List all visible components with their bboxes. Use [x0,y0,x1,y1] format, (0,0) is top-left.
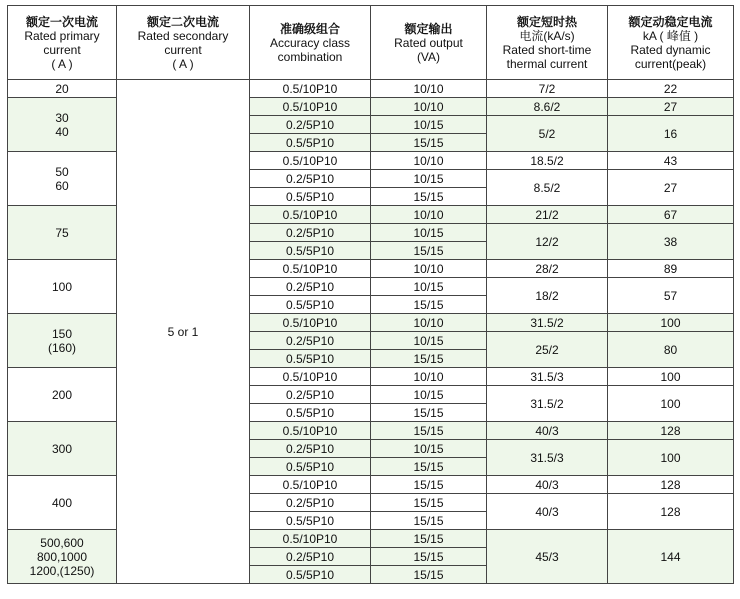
primary-current-cell: 200 [8,368,117,422]
rated-output-cell: 15/15 [371,530,487,548]
dynamic-current-cell: 57 [608,278,734,314]
table-body [8,80,734,584]
dynamic-current-cell: 27 [608,170,734,206]
thermal-current-cell: 18.5/2 [487,152,608,170]
table-row [8,152,734,170]
rated-output-cell: 10/10 [371,98,487,116]
accuracy-class-cell: 0.2/5P10 [250,116,371,134]
rated-output-cell: 15/15 [371,458,487,476]
header-primary-current: 额定一次电流 Rated primary current ( A ) [8,6,117,80]
accuracy-class-cell: 0.5/5P10 [250,404,371,422]
table-row [8,80,734,98]
rated-output-cell: 15/15 [371,548,487,566]
primary-current-cell: 30 40 [8,98,117,152]
rated-output-cell: 10/10 [371,314,487,332]
thermal-current-cell: 31.5/3 [487,368,608,386]
primary-current-cell: 50 60 [8,152,117,206]
header-rated-output: 额定输出 Rated output (VA) [371,6,487,80]
thermal-current-cell: 8.6/2 [487,98,608,116]
dynamic-current-cell: 89 [608,260,734,278]
rated-output-cell: 10/10 [371,206,487,224]
dynamic-current-cell: 100 [608,368,734,386]
accuracy-class-cell: 0.2/5P10 [250,494,371,512]
rated-output-cell: 10/15 [371,332,487,350]
thermal-current-cell: 31.5/2 [487,314,608,332]
primary-current-cell: 100 [8,260,117,314]
thermal-current-cell: 8.5/2 [487,170,608,206]
rated-output-cell: 10/10 [371,152,487,170]
accuracy-class-cell: 0.2/5P10 [250,170,371,188]
accuracy-class-cell: 0.5/10P10 [250,98,371,116]
thermal-current-cell: 40/3 [487,494,608,530]
accuracy-class-cell: 0.5/10P10 [250,368,371,386]
rated-output-cell: 10/10 [371,368,487,386]
accuracy-class-cell: 0.5/5P10 [250,188,371,206]
primary-current-cell: 150 (160) [8,314,117,368]
rated-output-cell: 15/15 [371,494,487,512]
dynamic-current-cell: 128 [608,422,734,440]
table-row [8,260,734,278]
dynamic-current-cell: 100 [608,386,734,422]
dynamic-current-cell: 80 [608,332,734,368]
accuracy-class-cell: 0.5/10P10 [250,152,371,170]
primary-current-cell: 400 [8,476,117,530]
thermal-current-cell: 21/2 [487,206,608,224]
header-dynamic-current: 额定动稳定电流 kA ( 峰值 ) Rated dynamic current(peak) [608,6,734,80]
rated-output-cell: 10/10 [371,260,487,278]
thermal-current-cell: 40/3 [487,476,608,494]
dynamic-current-cell: 22 [608,80,734,98]
rated-output-cell: 10/15 [371,440,487,458]
rated-output-cell: 15/15 [371,188,487,206]
dynamic-current-cell: 128 [608,494,734,530]
accuracy-class-cell: 0.2/5P10 [250,386,371,404]
accuracy-class-cell: 0.5/5P10 [250,512,371,530]
dynamic-current-cell: 128 [608,476,734,494]
accuracy-class-cell: 0.5/10P10 [250,260,371,278]
rated-output-cell: 15/15 [371,242,487,260]
rated-output-cell: 15/15 [371,476,487,494]
rated-output-cell: 10/15 [371,224,487,242]
accuracy-class-cell: 0.5/10P10 [250,206,371,224]
dynamic-current-cell: 100 [608,440,734,476]
header-row [8,6,734,80]
table-row [8,314,734,332]
thermal-current-cell: 31.5/3 [487,440,608,476]
accuracy-class-cell: 0.5/5P10 [250,134,371,152]
accuracy-class-cell: 0.5/10P10 [250,314,371,332]
dynamic-current-cell: 67 [608,206,734,224]
thermal-current-cell: 25/2 [487,332,608,368]
table-row [8,98,734,116]
rated-output-cell: 10/15 [371,386,487,404]
thermal-current-cell: 28/2 [487,260,608,278]
accuracy-class-cell: 0.5/10P10 [250,80,371,98]
rated-output-cell: 15/15 [371,350,487,368]
thermal-current-cell: 31.5/2 [487,386,608,422]
rated-output-cell: 15/15 [371,404,487,422]
accuracy-class-cell: 0.5/10P10 [250,530,371,548]
rated-output-cell: 15/15 [371,566,487,584]
table-row [8,530,734,548]
thermal-current-cell: 40/3 [487,422,608,440]
rating-table [7,5,734,584]
accuracy-class-cell: 0.5/10P10 [250,476,371,494]
rated-output-cell: 15/15 [371,296,487,314]
primary-current-cell: 300 [8,422,117,476]
rated-output-cell: 15/15 [371,134,487,152]
accuracy-class-cell: 0.5/5P10 [250,458,371,476]
dynamic-current-cell: 38 [608,224,734,260]
accuracy-class-cell: 0.2/5P10 [250,440,371,458]
primary-current-cell: 500,600 800,1000 1200,(1250) [8,530,117,584]
dynamic-current-cell: 27 [608,98,734,116]
accuracy-class-cell: 0.5/5P10 [250,242,371,260]
table-row [8,422,734,440]
dynamic-current-cell: 100 [608,314,734,332]
accuracy-class-cell: 0.2/5P10 [250,548,371,566]
thermal-current-cell: 5/2 [487,116,608,152]
dynamic-current-cell: 43 [608,152,734,170]
rated-output-cell: 10/15 [371,278,487,296]
thermal-current-cell: 45/3 [487,530,608,584]
dynamic-current-cell: 16 [608,116,734,152]
rated-output-cell: 10/15 [371,170,487,188]
table-row [8,206,734,224]
accuracy-class-cell: 0.2/5P10 [250,224,371,242]
accuracy-class-cell: 0.5/5P10 [250,296,371,314]
accuracy-class-cell: 0.5/5P10 [250,566,371,584]
primary-current-cell: 20 [8,80,117,98]
dynamic-current-cell: 144 [608,530,734,584]
rated-output-cell: 15/15 [371,422,487,440]
accuracy-class-cell: 0.2/5P10 [250,332,371,350]
table-row [8,476,734,494]
thermal-current-cell: 18/2 [487,278,608,314]
primary-current-cell: 75 [8,206,117,260]
header-thermal-current: 额定短时热 电流(kA/s) Rated short-time thermal current [487,6,608,80]
rated-output-cell: 10/10 [371,80,487,98]
accuracy-class-cell: 0.2/5P10 [250,278,371,296]
header-secondary-current: 额定二次电流 Rated secondary current ( A ) [117,6,250,80]
table-row [8,368,734,386]
thermal-current-cell: 7/2 [487,80,608,98]
accuracy-class-cell: 0.5/5P10 [250,350,371,368]
rated-output-cell: 10/15 [371,116,487,134]
rated-output-cell: 15/15 [371,512,487,530]
accuracy-class-cell: 0.5/10P10 [250,422,371,440]
thermal-current-cell: 12/2 [487,224,608,260]
header-accuracy-class: 准确级组合 Accuracy class combination [250,6,371,80]
secondary-current-cell: 5 or 1 [117,80,250,584]
